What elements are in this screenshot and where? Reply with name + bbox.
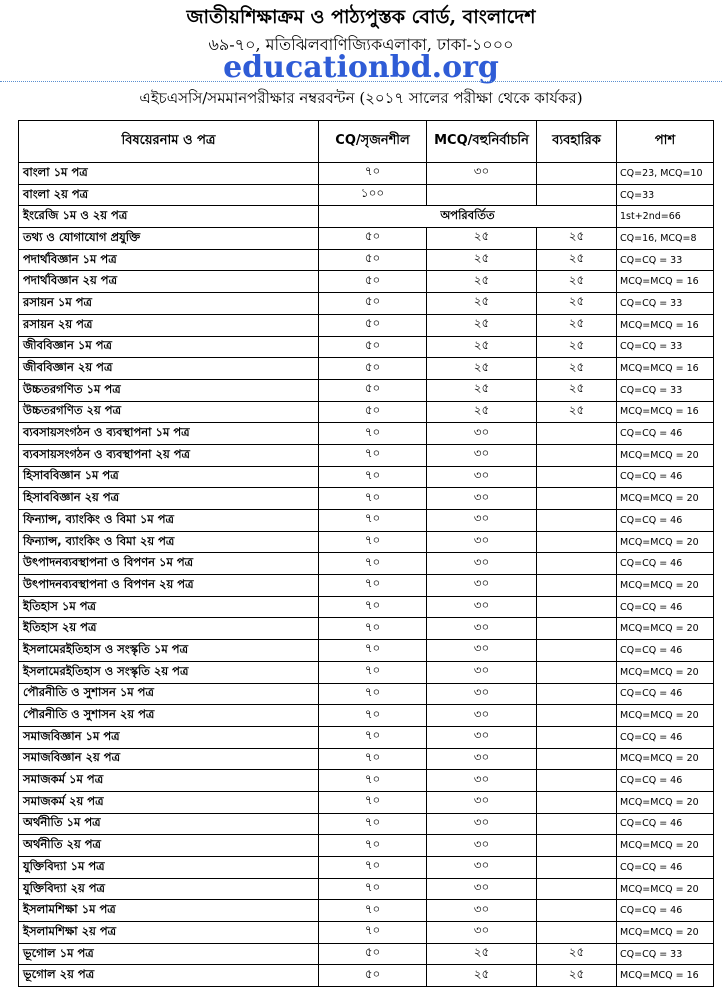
subject-cell: ভূগোল ১ম পত্র	[19, 943, 319, 965]
mcq-cell: ৩০	[427, 878, 537, 900]
subject-cell: সমাজকর্ম ২য় পত্র	[19, 791, 319, 813]
subject-cell: অর্থনীতি ২য় পত্র	[19, 835, 319, 857]
column-header-pass: পাশ	[617, 121, 714, 163]
practical-cell: ২৫	[537, 943, 617, 965]
subject-cell: ইতিহাস ২য় পত্র	[19, 618, 319, 640]
pass-cell: MCQ=MCQ = 20	[617, 748, 714, 770]
pass-cell: MCQ=MCQ = 20	[617, 835, 714, 857]
cq-cell: ৫০	[319, 336, 427, 358]
pass-cell: CQ=CQ = 46	[617, 510, 714, 532]
practical-cell	[537, 618, 617, 640]
mcq-cell: ২৫	[427, 314, 537, 336]
table-row	[19, 271, 714, 293]
subject-cell: অর্থনীতি ১ম পত্র	[19, 813, 319, 835]
mcq-cell: ৩০	[427, 423, 537, 445]
subject-cell: যুক্তিবিদ্যা ২য় পত্র	[19, 878, 319, 900]
cq-cell: ৫০	[319, 314, 427, 336]
pass-cell: MCQ=MCQ = 20	[617, 575, 714, 597]
practical-cell: ২৫	[537, 228, 617, 250]
subject-cell: বাংলা ২য় পত্র	[19, 184, 319, 206]
pass-cell: CQ=CQ = 46	[617, 466, 714, 488]
subject-cell: জীববিজ্ঞান ২য় পত্র	[19, 358, 319, 380]
cq-cell: ৭০	[319, 835, 427, 857]
mcq-cell	[427, 184, 537, 206]
divider	[0, 81, 722, 82]
pass-cell: MCQ=MCQ = 20	[617, 705, 714, 727]
cq-cell: ৭০	[319, 553, 427, 575]
practical-cell	[537, 510, 617, 532]
subject-cell: উৎপাদনব্যবস্থাপনা ও বিপণন ২য় পত্র	[19, 575, 319, 597]
table-row	[19, 748, 714, 770]
mcq-cell: ৩০	[427, 553, 537, 575]
document-subtitle: এইচএসসি/সমমানপরীক্ষার নম্বরবন্টন (২০১৭ সালের পরীক্ষা থেকে কার্যকর)	[139, 89, 583, 107]
subject-cell: ব্যবসায়সংগঠন ও ব্যবস্থাপনা ১ম পত্র	[19, 423, 319, 445]
mcq-cell: ২৫	[427, 293, 537, 315]
mcq-cell: ৩০	[427, 575, 537, 597]
mcq-cell: ২৫	[427, 249, 537, 271]
mcq-cell: ৩০	[427, 922, 537, 944]
practical-cell	[537, 488, 617, 510]
mcq-cell: ৩০	[427, 163, 537, 185]
table-row	[19, 640, 714, 662]
table-row	[19, 791, 714, 813]
cq-cell: ৭০	[319, 163, 427, 185]
table-row	[19, 488, 714, 510]
mcq-cell: ৩০	[427, 444, 537, 466]
cq-cell: ৭০	[319, 748, 427, 770]
cq-cell: ৫০	[319, 228, 427, 250]
table-row	[19, 618, 714, 640]
practical-cell: ২৫	[537, 965, 617, 987]
cq-cell: ৭০	[319, 618, 427, 640]
practical-cell	[537, 922, 617, 944]
table-row	[19, 661, 714, 683]
mcq-cell: ৩০	[427, 748, 537, 770]
pass-cell: MCQ=MCQ = 16	[617, 401, 714, 423]
mcq-cell: ৩০	[427, 488, 537, 510]
subject-cell: উচ্চতরগণিত ২য় পত্র	[19, 401, 319, 423]
table-row	[19, 293, 714, 315]
subject-cell: রসায়ন ২য় পত্র	[19, 314, 319, 336]
cq-cell: ৭০	[319, 813, 427, 835]
practical-cell	[537, 813, 617, 835]
subject-cell: ইসলামেরইতিহাস ও সংস্কৃতি ১ম পত্র	[19, 640, 319, 662]
pass-cell: CQ=CQ = 46	[617, 596, 714, 618]
pass-cell: CQ=CQ = 46	[617, 553, 714, 575]
pass-cell: CQ=33	[617, 184, 714, 206]
pass-cell: CQ=CQ = 33	[617, 379, 714, 401]
practical-cell	[537, 770, 617, 792]
pass-cell: MCQ=MCQ = 20	[617, 878, 714, 900]
practical-cell: ২৫	[537, 379, 617, 401]
table-row	[19, 314, 714, 336]
pass-cell: MCQ=MCQ = 20	[617, 922, 714, 944]
cq-cell: ৫০	[319, 249, 427, 271]
pass-cell: MCQ=MCQ = 20	[617, 618, 714, 640]
table-row	[19, 596, 714, 618]
table-row	[19, 770, 714, 792]
mcq-cell: ২৫	[427, 379, 537, 401]
table-row	[19, 510, 714, 532]
subject-cell: সমাজবিজ্ঞান ১ম পত্র	[19, 726, 319, 748]
pass-cell: CQ=CQ = 46	[617, 683, 714, 705]
mcq-cell: ৩০	[427, 726, 537, 748]
cq-cell: ৭০	[319, 488, 427, 510]
pass-cell: CQ=CQ = 46	[617, 423, 714, 445]
practical-cell	[537, 683, 617, 705]
practical-cell	[537, 726, 617, 748]
subject-cell: উচ্চতরগণিত ১ম পত্র	[19, 379, 319, 401]
practical-cell: ২৫	[537, 293, 617, 315]
table-row	[19, 965, 714, 987]
mcq-cell: ৩০	[427, 618, 537, 640]
pass-cell: CQ=CQ = 46	[617, 770, 714, 792]
cq-cell: ৭০	[319, 922, 427, 944]
subject-cell: উৎপাদনব্যবস্থাপনা ও বিপণন ১ম পত্র	[19, 553, 319, 575]
mcq-cell: ৩০	[427, 900, 537, 922]
table-row	[19, 531, 714, 553]
cq-cell: ৭০	[319, 857, 427, 879]
mcq-cell: ২৫	[427, 965, 537, 987]
table-row	[19, 683, 714, 705]
mcq-cell: ২৫	[427, 358, 537, 380]
practical-cell	[537, 900, 617, 922]
cq-cell: ৫০	[319, 401, 427, 423]
subject-cell: ইংরেজি ১ম ও ২য় পত্র	[19, 206, 319, 228]
cq-cell: ৭০	[319, 466, 427, 488]
mcq-cell: ৩০	[427, 640, 537, 662]
pass-cell: MCQ=MCQ = 16	[617, 965, 714, 987]
column-header-practical: ব্যবহারিক	[537, 121, 617, 163]
practical-cell	[537, 444, 617, 466]
subject-cell: ফিন্যান্স, ব্যাংকিং ও বিমা ১ম পত্র	[19, 510, 319, 532]
subject-cell: ফিন্যান্স, ব্যাংকিং ও বিমা ২য় পত্র	[19, 531, 319, 553]
subject-cell: সমাজবিজ্ঞান ২য় পত্র	[19, 748, 319, 770]
mcq-cell: ৩০	[427, 661, 537, 683]
practical-cell	[537, 640, 617, 662]
column-header-subject: বিষয়েরনাম ও পত্র	[19, 121, 319, 163]
pass-cell: CQ=CQ = 33	[617, 336, 714, 358]
practical-cell	[537, 748, 617, 770]
pass-cell: 1st+2nd=66	[617, 206, 714, 228]
table-header-row	[19, 121, 714, 163]
subject-cell: ইতিহাস ১ম পত্র	[19, 596, 319, 618]
mcq-cell: ২৫	[427, 401, 537, 423]
practical-cell: ২৫	[537, 358, 617, 380]
mcq-cell: ৩০	[427, 857, 537, 879]
pass-cell: CQ=CQ = 46	[617, 813, 714, 835]
table-row	[19, 878, 714, 900]
table-row-merged	[19, 206, 714, 228]
practical-cell	[537, 596, 617, 618]
practical-cell	[537, 575, 617, 597]
pass-cell: MCQ=MCQ = 16	[617, 271, 714, 293]
subject-cell: ইসলামশিক্ষা ২য় পত্র	[19, 922, 319, 944]
cq-cell: ৭০	[319, 726, 427, 748]
table-row	[19, 401, 714, 423]
cq-cell: ৭০	[319, 878, 427, 900]
table-row	[19, 900, 714, 922]
practical-cell	[537, 835, 617, 857]
column-header-mcq: MCQ/বহুনির্বাচনি	[427, 121, 537, 163]
subject-cell: সমাজকর্ম ১ম পত্র	[19, 770, 319, 792]
table-row	[19, 444, 714, 466]
practical-cell	[537, 531, 617, 553]
table-row	[19, 575, 714, 597]
table-row	[19, 726, 714, 748]
pass-cell: CQ=CQ = 33	[617, 943, 714, 965]
table-row	[19, 379, 714, 401]
subject-cell: ইসলামশিক্ষা ১ম পত্র	[19, 900, 319, 922]
table-row	[19, 466, 714, 488]
cq-cell: ৭০	[319, 705, 427, 727]
practical-cell	[537, 878, 617, 900]
subject-cell: যুক্তিবিদ্যা ১ম পত্র	[19, 857, 319, 879]
subject-cell: বাংলা ১ম পত্র	[19, 163, 319, 185]
table-row	[19, 423, 714, 445]
subject-cell: ব্যবসায়সংগঠন ও ব্যবস্থাপনা ২য় পত্র	[19, 444, 319, 466]
mcq-cell: ৩০	[427, 770, 537, 792]
column-header-cq: CQ/সৃজনশীল	[319, 121, 427, 163]
pass-cell: CQ=16, MCQ=8	[617, 228, 714, 250]
mcq-cell: ২৫	[427, 336, 537, 358]
mcq-cell: ৩০	[427, 791, 537, 813]
practical-cell	[537, 857, 617, 879]
subject-cell: পৌরনীতি ও সুশাসন ১ম পত্র	[19, 683, 319, 705]
table-row	[19, 835, 714, 857]
cq-cell: ৭০	[319, 444, 427, 466]
mcq-cell: ৩০	[427, 510, 537, 532]
pass-cell: CQ=CQ = 33	[617, 249, 714, 271]
cq-cell: ৭০	[319, 900, 427, 922]
mcq-cell: ২৫	[427, 943, 537, 965]
mcq-cell: ৩০	[427, 835, 537, 857]
pass-cell: CQ=23, MCQ=10	[617, 163, 714, 185]
cq-cell: ৭০	[319, 791, 427, 813]
pass-cell: CQ=CQ = 46	[617, 900, 714, 922]
practical-cell	[537, 163, 617, 185]
practical-cell: ২৫	[537, 314, 617, 336]
marks-distribution-table	[18, 120, 714, 987]
pass-cell: MCQ=MCQ = 20	[617, 661, 714, 683]
cq-cell: ৫০	[319, 358, 427, 380]
table-row	[19, 813, 714, 835]
board-address: ৬৯-৭০, মতিঝিলবাণিজ্যিকএলাকা, ঢাকা-১০০০	[208, 35, 514, 54]
subject-cell: রসায়ন ১ম পত্র	[19, 293, 319, 315]
practical-cell	[537, 791, 617, 813]
table-row	[19, 857, 714, 879]
mcq-cell: ৩০	[427, 596, 537, 618]
board-title: জাতীয়শিক্ষাক্রম ও পাঠ্যপুস্তক বোর্ড, বাংলাদেশ	[186, 6, 536, 28]
subject-cell: হিসাববিজ্ঞান ১ম পত্র	[19, 466, 319, 488]
mcq-cell: ৩০	[427, 531, 537, 553]
practical-cell	[537, 423, 617, 445]
table-row	[19, 358, 714, 380]
mcq-cell: ৩০	[427, 813, 537, 835]
table-row	[19, 249, 714, 271]
pass-cell: CQ=CQ = 46	[617, 726, 714, 748]
table-row	[19, 553, 714, 575]
cq-cell: ৭০	[319, 770, 427, 792]
pass-cell: CQ=CQ = 46	[617, 640, 714, 662]
practical-cell	[537, 661, 617, 683]
practical-cell: ২৫	[537, 271, 617, 293]
practical-cell	[537, 553, 617, 575]
pass-cell: MCQ=MCQ = 20	[617, 791, 714, 813]
cq-cell: ১০০	[319, 184, 427, 206]
table-row	[19, 336, 714, 358]
mcq-cell: ২৫	[427, 228, 537, 250]
subject-cell: জীববিজ্ঞান ১ম পত্র	[19, 336, 319, 358]
mcq-cell: ২৫	[427, 271, 537, 293]
cq-cell: ৫০	[319, 379, 427, 401]
pass-cell: CQ=CQ = 33	[617, 293, 714, 315]
cq-cell: ৭০	[319, 683, 427, 705]
watermark: educationbd.org	[223, 50, 499, 85]
pass-cell: MCQ=MCQ = 16	[617, 358, 714, 380]
practical-cell: ২৫	[537, 336, 617, 358]
pass-cell: MCQ=MCQ = 16	[617, 314, 714, 336]
practical-cell	[537, 705, 617, 727]
mcq-cell: ৩০	[427, 466, 537, 488]
subject-cell: পৌরনীতি ও সুশাসন ২য় পত্র	[19, 705, 319, 727]
cq-cell: ৭০	[319, 661, 427, 683]
cq-cell: ৭০	[319, 640, 427, 662]
subject-cell: পদার্থবিজ্ঞান ২য় পত্র	[19, 271, 319, 293]
cq-cell: ৭০	[319, 510, 427, 532]
mcq-cell: ৩০	[427, 705, 537, 727]
table-row	[19, 228, 714, 250]
pass-cell: CQ=CQ = 46	[617, 857, 714, 879]
subject-cell: ইসলামেরইতিহাস ও সংস্কৃতি ২য় পত্র	[19, 661, 319, 683]
cq-cell: ৭০	[319, 423, 427, 445]
cq-cell: ৭০	[319, 531, 427, 553]
pass-cell: MCQ=MCQ = 20	[617, 444, 714, 466]
cq-cell: ৫০	[319, 943, 427, 965]
pass-cell: MCQ=MCQ = 20	[617, 531, 714, 553]
pass-cell: MCQ=MCQ = 20	[617, 488, 714, 510]
subject-cell: তথ্য ও যোগাযোগ প্রযুক্তি	[19, 228, 319, 250]
subject-cell: পদার্থবিজ্ঞান ১ম পত্র	[19, 249, 319, 271]
subject-cell: হিসাববিজ্ঞান ২য় পত্র	[19, 488, 319, 510]
table-row	[19, 184, 714, 206]
unchanged-note: অপরিবর্তিত	[319, 206, 617, 228]
cq-cell: ৭০	[319, 596, 427, 618]
cq-cell: ৫০	[319, 965, 427, 987]
table-row	[19, 922, 714, 944]
table-row	[19, 943, 714, 965]
cq-cell: ৫০	[319, 271, 427, 293]
mcq-cell: ৩০	[427, 683, 537, 705]
cq-cell: ৫০	[319, 293, 427, 315]
practical-cell	[537, 184, 617, 206]
cq-cell: ৭০	[319, 575, 427, 597]
practical-cell: ২৫	[537, 249, 617, 271]
table-row	[19, 163, 714, 185]
practical-cell	[537, 466, 617, 488]
practical-cell: ২৫	[537, 401, 617, 423]
table-row	[19, 705, 714, 727]
subject-cell: ভূগোল ২য় পত্র	[19, 965, 319, 987]
